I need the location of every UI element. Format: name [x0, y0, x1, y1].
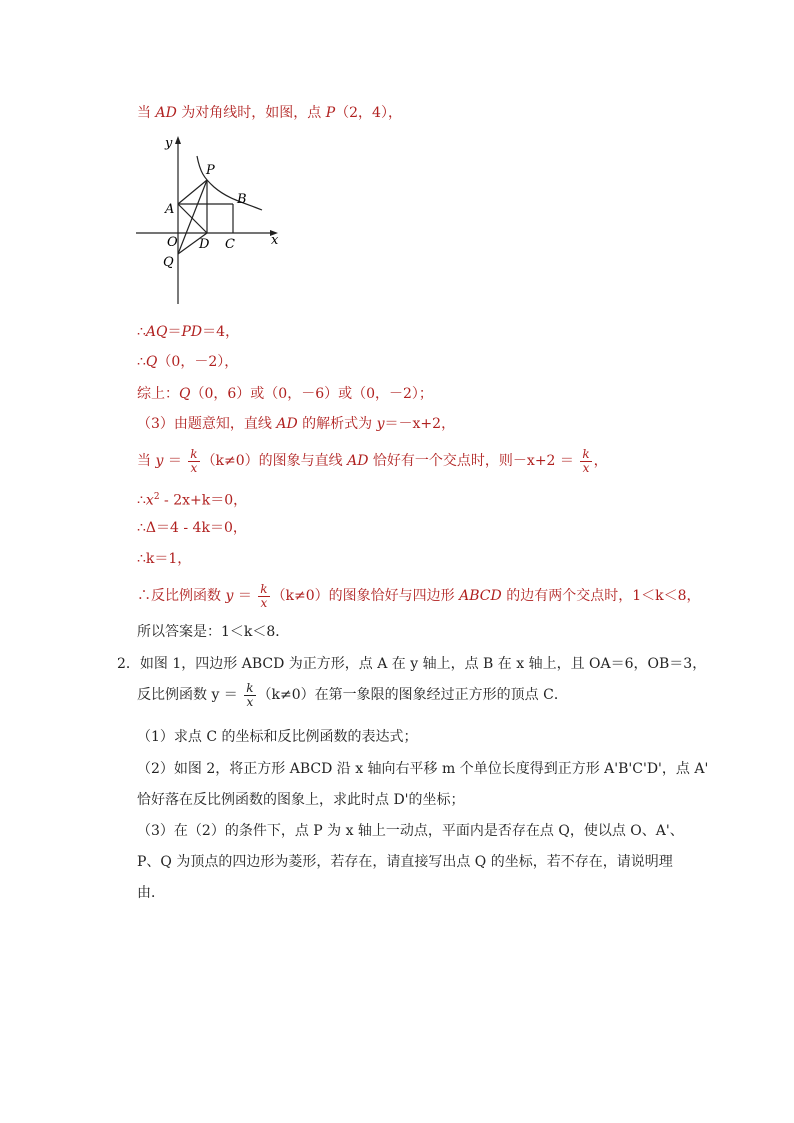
segment-aq: AQ — [145, 324, 168, 340]
label-p: P — [206, 163, 215, 178]
exponent: 2 — [153, 492, 160, 502]
label-x: x — [271, 233, 279, 248]
solution-intro — [137, 103, 402, 123]
coords: （0，－2）， — [157, 354, 239, 370]
fraction-k-over-x — [188, 448, 199, 475]
var-y: y — [155, 453, 164, 469]
text: ∴Δ＝4 - 4k＝0， — [137, 520, 247, 536]
text: 当 — [137, 453, 156, 469]
text: 综上： — [137, 386, 179, 402]
text: （3）在（2）的条件下，点 P 为 x 轴上一动点，平面内是否存在点 Q，使以点 O、A'、 — [137, 823, 684, 839]
segment-ad: AD — [155, 105, 177, 121]
text: ∴k＝1， — [137, 551, 192, 567]
numerator: k — [246, 680, 254, 695]
fraction-k-over-x — [258, 583, 269, 610]
fraction-k-over-x — [244, 682, 255, 709]
answer-line — [137, 622, 289, 642]
question-number: 2． — [117, 656, 140, 672]
label-c: C — [225, 237, 235, 252]
label-q: Q — [163, 255, 174, 270]
text: 如图 1，四边形 ABCD 为正方形，点 A 在 y 轴上，点 B 在 x 轴上，且 OA＝6，OB＝3， — [139, 656, 707, 672]
text: （0，6）或（0，－6）或（0，－2）； — [190, 386, 433, 402]
text: ∴反比例函数 — [137, 588, 226, 604]
point-q: Q — [179, 386, 191, 402]
label-b: B — [237, 192, 247, 207]
solution-line-5 — [137, 446, 608, 476]
coords: （2，4）， — [335, 105, 402, 121]
solution-line-4 — [137, 414, 455, 434]
var-y: y — [225, 588, 234, 604]
segment-ad: AD — [276, 416, 298, 432]
text: 由． — [137, 885, 165, 901]
label-d: D — [199, 237, 210, 252]
text: （k≠0）的图象恰好与四边形 — [271, 588, 460, 604]
numerator: k — [260, 581, 268, 596]
text: 为对角线时，如图，点 — [176, 105, 326, 121]
point-q: Q — [145, 354, 158, 370]
solution-line-2 — [137, 352, 238, 372]
question-2-part-2-line-2 — [137, 790, 465, 810]
question-2-part-3-line-3 — [137, 883, 165, 903]
question-2-line-1 — [117, 654, 706, 674]
solution-line-6 — [137, 487, 247, 511]
y-axis-arrow — [175, 136, 181, 144]
therefore-sign: ∴ — [137, 324, 146, 340]
segment-ad: AD — [347, 453, 369, 469]
question-2-part-1 — [137, 727, 418, 747]
text: （k≠0）在第一象限的图象经过正方形的顶点 C． — [257, 687, 568, 703]
text: ＝4， — [202, 324, 240, 340]
denominator: x — [582, 460, 590, 475]
var-x: x — [145, 492, 154, 509]
text: 所以答案是：1＜k＜8． — [137, 624, 290, 640]
quad-abcd: ABCD — [459, 588, 502, 604]
text: 反比例函数 y ＝ — [137, 687, 243, 703]
numerator: k — [582, 446, 590, 461]
label-o: O — [167, 235, 178, 250]
solution-line-9 — [137, 581, 701, 611]
text: 的解析式为 — [297, 416, 377, 432]
question-2-part-3-line-2 — [137, 852, 673, 872]
solution-line-3 — [137, 384, 433, 404]
label-y: y — [165, 136, 173, 151]
text: P、Q 为顶点的四边形为菱形，若存在，请直接写出点 Q 的坐标，若不存在，请说明理 — [137, 854, 673, 870]
text: 恰好落在反比例函数的图象上，求此时点 D'的坐标； — [137, 792, 465, 808]
denominator: x — [246, 694, 254, 709]
point-p: P — [325, 105, 336, 121]
text: ＝－x+2， — [384, 416, 456, 432]
text: 当 — [137, 105, 156, 121]
numerator: k — [190, 446, 198, 461]
denominator: x — [190, 460, 198, 475]
equals: ＝ — [163, 453, 187, 469]
solution-line-8 — [137, 549, 191, 569]
var-y: y — [376, 416, 385, 432]
text: 的边有两个交点时，1＜k＜8， — [501, 588, 701, 604]
solution-line-1 — [137, 322, 239, 342]
solution-line-7 — [137, 518, 247, 538]
therefore-sign: ∴ — [137, 492, 146, 509]
text: ， — [593, 453, 608, 469]
question-2-part-3-line-1 — [137, 821, 684, 841]
therefore-sign: ∴ — [137, 354, 146, 370]
equals: ＝ — [233, 588, 257, 604]
text: - 2x+k＝0， — [159, 492, 248, 509]
text: 恰好有一个交点时，则－x+2 ＝ — [368, 453, 579, 469]
label-a: A — [165, 202, 175, 217]
equals: ＝ — [167, 324, 182, 340]
text: （k≠0）的图象与直线 — [201, 453, 348, 469]
segment-pd: PD — [181, 324, 203, 340]
coordinate-figure — [130, 132, 290, 307]
text: （1）求点 C 的坐标和反比例函数的表达式； — [137, 729, 418, 745]
fraction-k-over-x — [580, 448, 591, 475]
text: （2）如图 2，将正方形 ABCD 沿 x 轴向右平移 m 个单位长度得到正方形 A'B'C'D'，点 A' — [137, 761, 709, 777]
text: （3）由题意知，直线 — [137, 416, 277, 432]
denominator: x — [260, 595, 268, 610]
question-2-part-2-line-1 — [137, 759, 708, 779]
question-2-line-2 — [137, 680, 568, 710]
